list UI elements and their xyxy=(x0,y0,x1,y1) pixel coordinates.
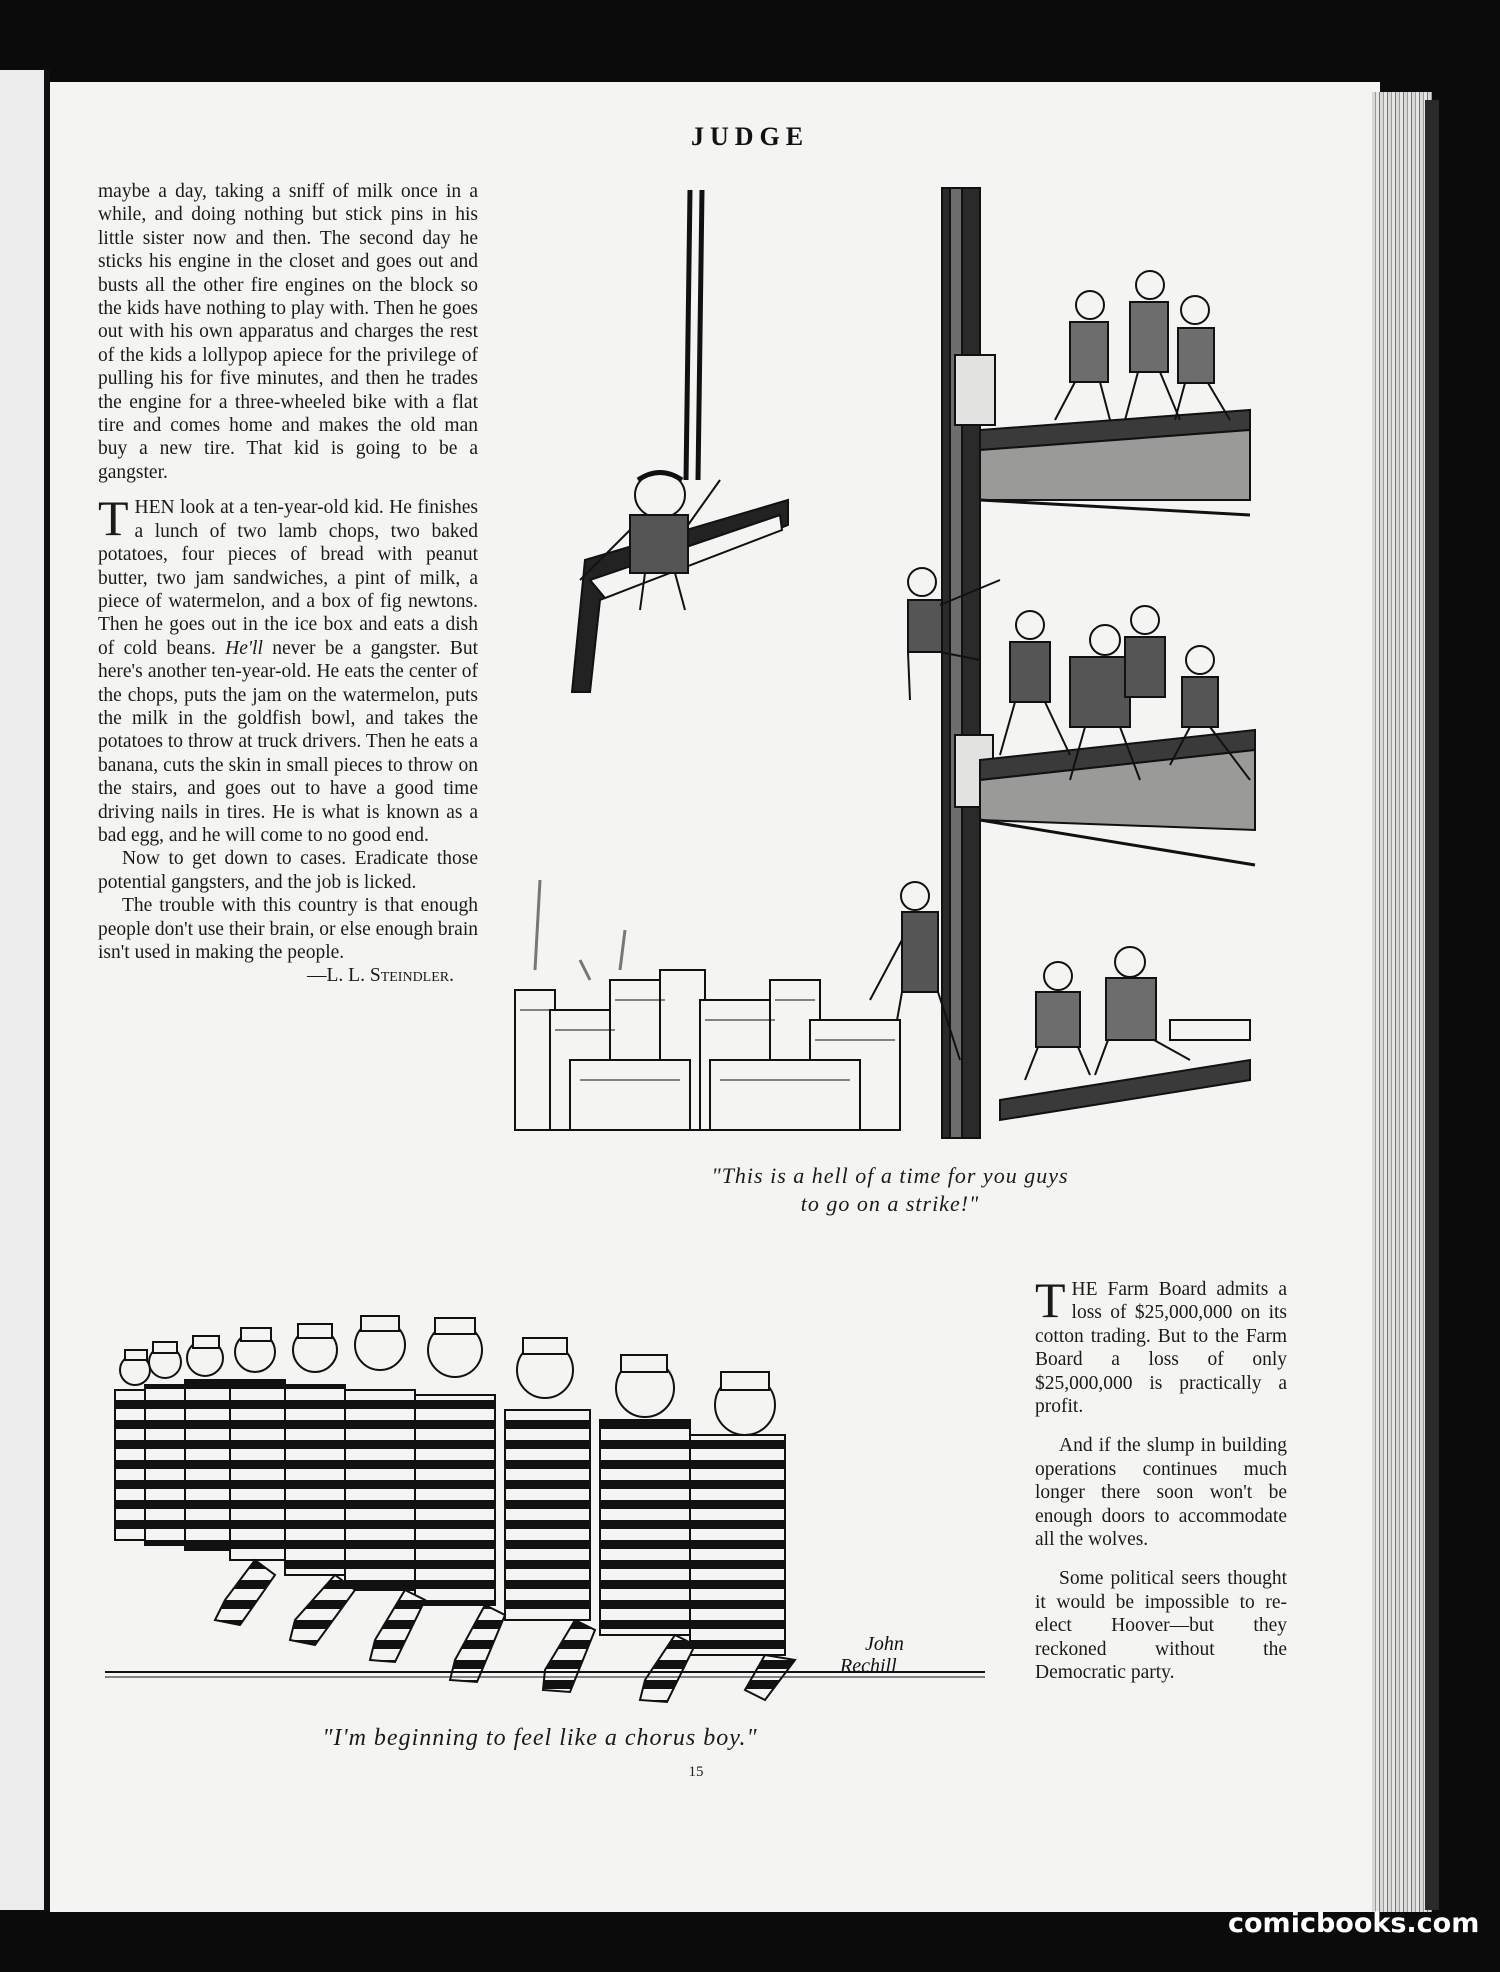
article-paragraph-3: Now to get down to cases. Eradicate those potential gangsters, and the job is licked. xyxy=(98,848,478,893)
byline-dash: —L. L. xyxy=(307,965,370,987)
paragraph-2-italic: He'll xyxy=(225,637,263,659)
cartoon-convict-chorus-line xyxy=(105,1300,995,1710)
watermark: comicbooks.com xyxy=(1228,1908,1480,1939)
binding-shadow xyxy=(1425,100,1439,1910)
signature-line-1: John xyxy=(865,1633,904,1655)
joke-item-1 xyxy=(1035,1272,1287,1418)
right-jokes-column xyxy=(1035,1272,1287,1685)
article-paragraph-4: The trouble with this country is that enough people don't use their brain, or else enough brain isn't used in making the people. xyxy=(98,895,478,963)
article-paragraph-1: maybe a day, taking a sniff of milk once in a while, and doing nothing but stick pins in his little sister now and then. The second day he sticks his engine in the closet and goes out and busts all the other fire engines on the block so the kids have nothing to play with. Then he goes out with his own apparatus and charges the rest of the kids a lollypop apiece for the privilege of pulling his for five minutes, and then he trades the engine for a three-wheeled bike with a flat tire and comes home and makes the old man buy a new tire. That kid is going to be a gangster. xyxy=(98,181,478,483)
byline xyxy=(98,964,478,987)
paragraph-2-text-b: never be a gangster. But here's another ten-year-old. He eats the center of the chops, puts the jam on the watermelon, puts the milk in the goldfish bowl, and takes the potatoes to throw at truck drivers. Then he eats a banana, cuts the skin in small pieces to throw on the stairs, and goes out to have a good time driving nails in tires. He is what is known as a bad egg, and he will come to no good end. xyxy=(98,637,478,846)
page-number: 15 xyxy=(688,1764,704,1780)
facing-page-edge xyxy=(0,70,50,1910)
masthead: JUDGE xyxy=(690,122,810,151)
lead-in-small-caps-right: HE xyxy=(1071,1279,1098,1300)
joke-item-1-text: Farm Board admits a loss of $25,000,000 on its cotton trading. But to the Farm Board a loss of only $25,000,000 is practically a profit. xyxy=(1035,1279,1287,1418)
article-paragraph-2 xyxy=(98,490,478,847)
cartoon-skyscraper-strike xyxy=(510,180,1270,1140)
lead-in-small-caps: HEN xyxy=(134,497,175,519)
left-article-column xyxy=(98,180,478,988)
caption-line-2: to go on a strike!" xyxy=(800,1191,980,1216)
paragraph-2-text-a: look at a ten-year-old kid. He finishes a lunch of two lamb chops, two baked potatoes, four pieces of bread with peanut butter, two jam sandwiches, a pint of milk, a piece of watermelon, and a box of fig newtons. Then he goes out in the ice box and eats a dish of cold beans. xyxy=(98,497,478,659)
signature-line-2: Rechill xyxy=(840,1655,897,1677)
drop-cap-right: T xyxy=(1035,1272,1066,1328)
top-cartoon-caption xyxy=(640,1162,1140,1218)
bottom-cartoon-caption: "I'm beginning to feel like a chorus boy." xyxy=(322,1725,758,1751)
joke-item-3: Some political seers thought it would be impossible to re-elect Hoover—but they reckoned without the Democratic party. xyxy=(1035,1568,1287,1684)
caption-line-1: "This is a hell of a time for you guys xyxy=(711,1163,1069,1188)
byline-name: Steindler. xyxy=(369,965,454,987)
page-stack-edge xyxy=(1372,92,1432,1912)
drop-cap: T xyxy=(98,490,129,547)
joke-item-2: And if the slump in building operations continues much longer there soon won't be enough doors to accommodate all the wolves. xyxy=(1035,1435,1287,1551)
